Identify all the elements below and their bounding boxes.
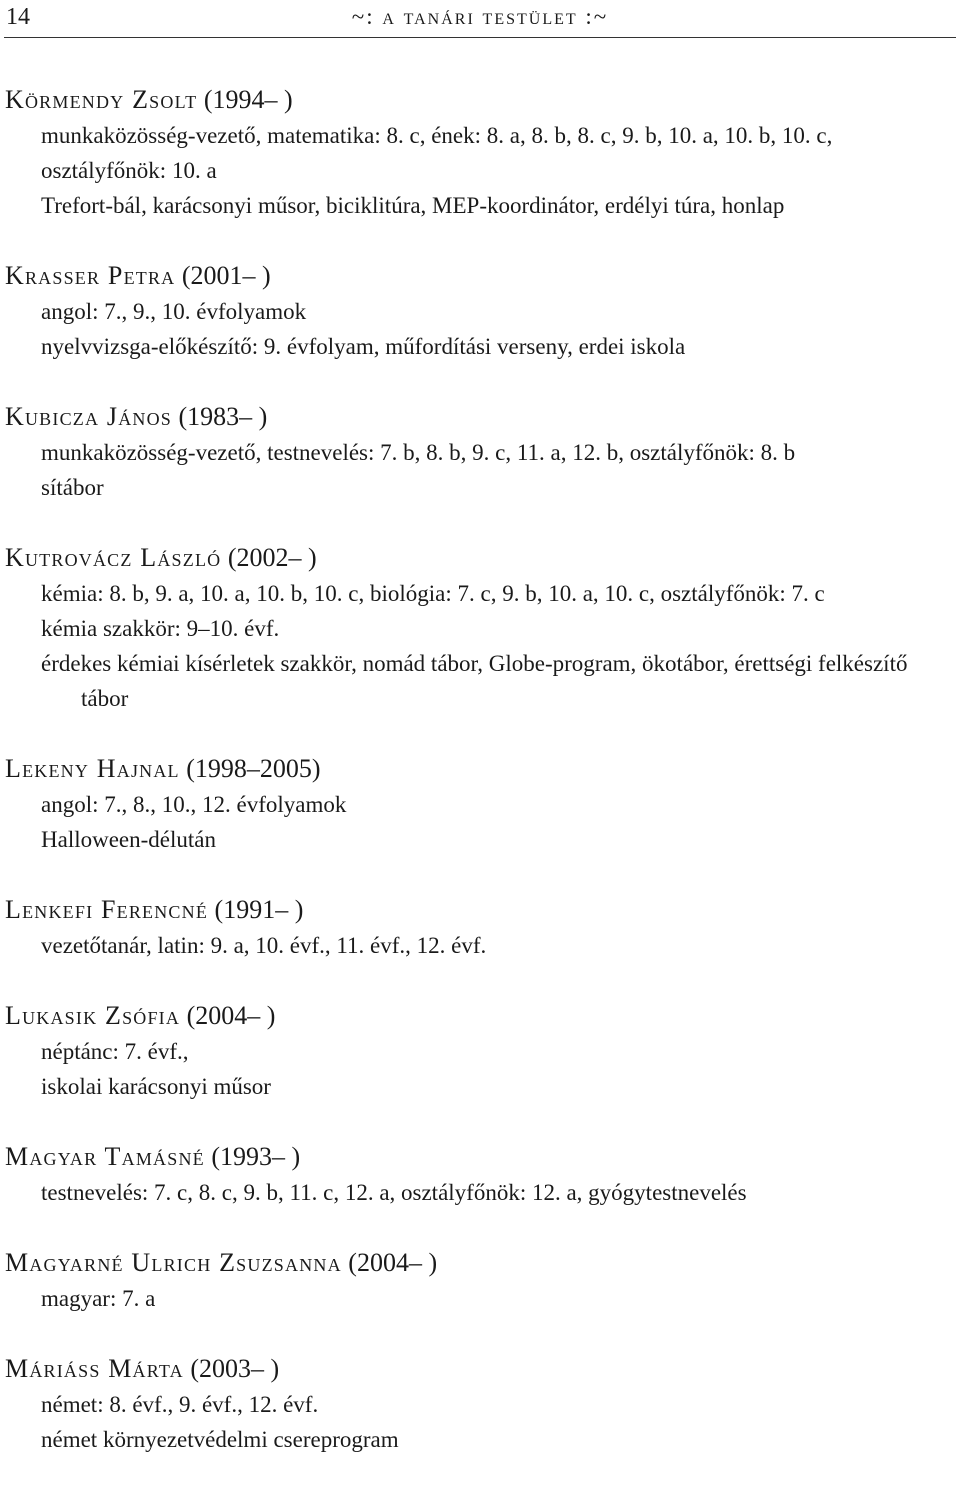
staff-entry (0, 1351, 960, 1457)
staff-detail-line: nyelvvizsga-előkészítő: 9. évfolyam, műfordítási verseny, erdei iskola (41, 334, 686, 359)
staff-name: Magyar Tamásné (5, 1142, 205, 1171)
staff-detail-line: néptánc: 7. évf., (41, 1039, 189, 1064)
staff-detail-line: német: 8. évf., 9. évf., 12. évf. (41, 1392, 319, 1417)
staff-entry (0, 1139, 960, 1210)
staff-heading (5, 998, 960, 1034)
staff-heading (5, 892, 960, 928)
staff-list (0, 82, 960, 1492)
staff-detail-line: kémia szakkör: 9–10. évf. (41, 616, 280, 641)
staff-detail-line: Halloween-délután (41, 827, 216, 852)
staff-detail-line: érdekes kémiai kísérletek szakkör, nomád tábor, Globe-program, ökotábor, érettségi felkészítő tábor (41, 651, 908, 711)
staff-name: Máriáss Márta (5, 1354, 184, 1383)
staff-heading (5, 399, 960, 435)
page-number: 14 (6, 4, 30, 30)
staff-heading (5, 1139, 960, 1175)
staff-name: Lukasik Zsófia (5, 1001, 181, 1030)
staff-detail-line: vezetőtanár, latin: 9. a, 10. évf., 11. évf., 12. évf. (41, 933, 487, 958)
staff-entry (0, 751, 960, 857)
staff-entry (0, 1245, 960, 1316)
page-header (0, 0, 960, 38)
staff-entry (0, 258, 960, 364)
staff-heading (5, 1245, 960, 1281)
staff-detail-line: sítábor (41, 475, 104, 500)
staff-name: Magyarné Ulrich Zsuzsanna (5, 1248, 342, 1277)
staff-detail-line: angol: 7., 9., 10. évfolyamok (41, 299, 307, 324)
staff-entry (0, 540, 960, 716)
staff-detail-line: Trefort-bál, karácsonyi műsor, biciklitúra, MEP-koordinátor, erdélyi túra, honlap (41, 193, 785, 218)
staff-years: (2003– ) (183, 1354, 280, 1383)
staff-heading (5, 751, 960, 787)
running-title: ~: a tanári testület :~ (351, 4, 609, 29)
staff-entry (0, 998, 960, 1104)
staff-name: Lenkefi Ferencné (5, 895, 209, 924)
staff-years: (1994– ) (197, 85, 293, 114)
staff-name: Krasser Petra (5, 261, 176, 290)
staff-entry (0, 892, 960, 963)
staff-years: (1991– ) (208, 895, 304, 924)
staff-heading (5, 258, 960, 294)
staff-heading (5, 1351, 960, 1387)
staff-years: (1998–2005) (179, 754, 321, 783)
staff-years: (2001– ) (175, 261, 271, 290)
staff-years: (1993– ) (204, 1142, 301, 1171)
staff-detail-line: iskolai karácsonyi műsor (41, 1074, 271, 1099)
staff-heading (5, 540, 960, 576)
staff-heading (5, 82, 960, 118)
staff-detail-line: angol: 7., 8., 10., 12. évfolyamok (41, 792, 347, 817)
staff-detail-line: német környezetvédelmi csereprogram (41, 1427, 399, 1452)
staff-years: (2004– ) (180, 1001, 276, 1030)
staff-years: (2004– ) (341, 1248, 438, 1277)
staff-detail-line: testnevelés: 7. c, 8. c, 9. b, 11. c, 12. a, osztályfőnök: 12. a, gyógytestnevelés (41, 1180, 747, 1205)
staff-detail-line: osztályfőnök: 10. a (41, 158, 217, 183)
staff-detail-line: munkaközösség-vezető, testnevelés: 7. b, 8. b, 9. c, 11. a, 12. b, osztályfőnök: 8. b (41, 440, 796, 465)
staff-entry (0, 399, 960, 505)
staff-years: (2002– ) (221, 543, 317, 572)
staff-name: Lekeny Hajnal (5, 754, 180, 783)
staff-name: Körmendy Zsolt (5, 85, 198, 114)
staff-detail-line: munkaközösség-vezető, matematika: 8. c, ének: 8. a, 8. b, 8. c, 9. b, 10. a, 10. b, 10. c, (41, 123, 833, 148)
staff-name: Kubicza János (5, 402, 173, 431)
staff-detail-line: magyar: 7. a (41, 1286, 156, 1311)
staff-years: (1983– ) (172, 402, 268, 431)
staff-detail-line: kémia: 8. b, 9. a, 10. a, 10. b, 10. c, biológia: 7. c, 9. b, 10. a, 10. c, osztályfőnök: 7. c (41, 581, 825, 606)
header-rule (4, 37, 956, 38)
staff-entry (0, 82, 960, 223)
staff-name: Kutrovácz László (5, 543, 222, 572)
